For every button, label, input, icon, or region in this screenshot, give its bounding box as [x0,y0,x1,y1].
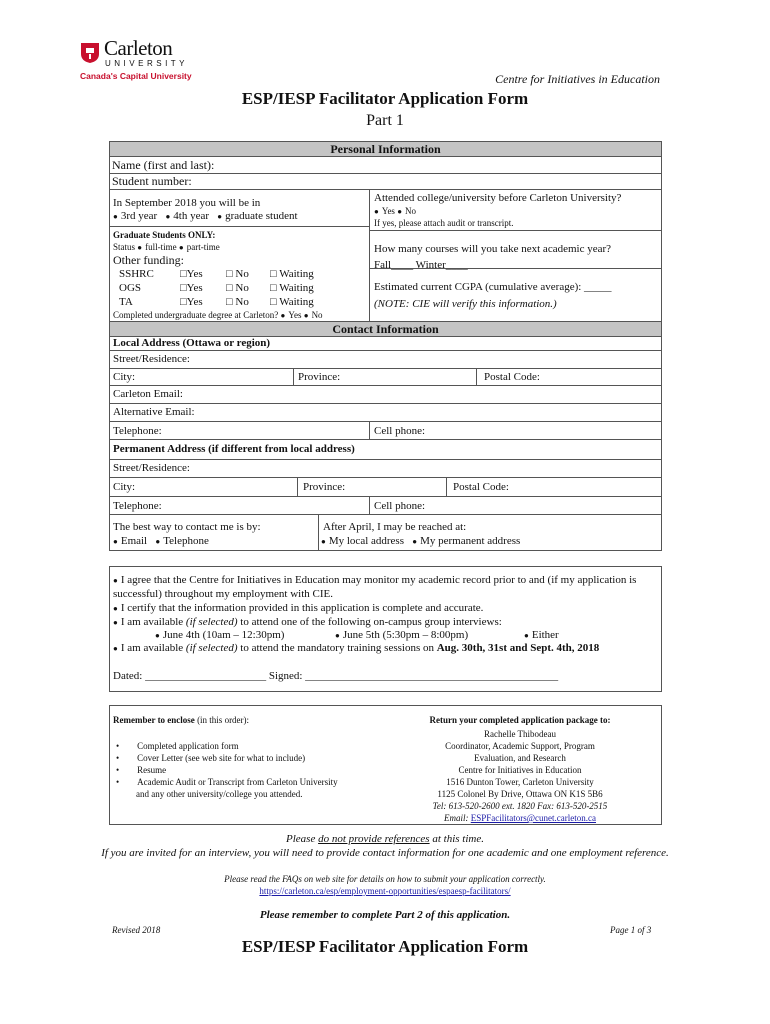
funding-no[interactable]: □ No [226,282,249,294]
funding-waiting[interactable]: □ Waiting [270,282,314,294]
year4-option[interactable]: ● 4th year [165,210,209,222]
funding-waiting[interactable]: □ Waiting [270,296,314,308]
carleton-email-field[interactable]: Carleton Email: [113,388,183,400]
local-city-field[interactable]: City: [113,371,136,383]
enclose-item: • Cover Letter (see web site for what to include) [116,753,306,763]
revised-label: Revised 2018 [112,925,161,935]
funding-name: TA [119,296,133,308]
university-sub: UNIVERSITY [105,59,189,68]
attach-note: If yes, please attach audit or transcript. [374,218,514,228]
return-line: Rachelle Thibodeau [483,729,557,739]
remember-enclose-label: Remember to enclose [113,715,195,725]
other-funding-label: Other funding: [113,253,184,267]
my-local-option[interactable]: ● My local address [321,535,404,547]
completed-yes[interactable]: ● Yes [281,310,302,320]
funding-waiting[interactable]: □ Waiting [270,268,314,280]
return-line: 1125 Colonel By Drive, Ottawa ON K1S 5B6 [437,789,603,799]
cgpa-field[interactable]: Estimated current CGPA (cumulative average): _____ [374,281,612,293]
permanent-postal-field[interactable]: Postal Code: [453,481,509,493]
fulltime-option[interactable]: ● full-time [137,242,176,252]
return-line: Evaluation, and Research [474,753,566,763]
after-april-label: After April, I may be reached at: [323,521,467,533]
alt-email-field[interactable]: Alternative Email: [113,406,195,418]
year3-option[interactable]: ● 3rd year [113,210,157,222]
do-not-provide-references: do not provide references [318,833,430,845]
enclose-item: • Academic Audit or Transcript from Carleton University [116,777,338,787]
return-tel-fax: Tel: 613-520-2600 ext. 1820 Fax: 613-520-2515 [432,801,608,811]
university-name: Carleton [104,36,173,60]
funding-yes[interactable]: □Yes [180,268,203,280]
completed-question: Completed undergraduate degree at Carleton? [113,310,279,320]
september-label: In September 2018 you will be in [113,197,261,209]
funding-no[interactable]: □ No [226,268,249,280]
faqs-note: Please read the FAQs on web site for details on how to submit your application correctly. [224,874,546,884]
june4-option[interactable]: ● June 4th (10am – 12:30pm) [155,629,284,641]
training-availability[interactable]: ● I am available (if selected) to attend the mandatory training sessions on Aug. 30th, 31st and Sept. 4th, 2018 [113,642,599,655]
fall-winter-field[interactable]: Fall____ Winter____ [374,259,468,271]
cgpa-note: (NOTE: CIE will verify this information.) [374,298,557,310]
my-permanent-option[interactable]: ● My permanent address [412,535,520,547]
best-way-label: The best way to contact me is by: [113,521,261,533]
page-number: Page 1 of 3 [610,925,652,935]
carleton-shield-icon [80,42,100,64]
local-province-field[interactable]: Province: [298,371,341,383]
permanent-telephone-field[interactable]: Telephone: [113,500,162,512]
university-tagline: Canada's Capital University [80,71,192,81]
next-page-title: ESP/IESP Facilitator Application Form [241,937,529,956]
enclose-item: • Completed application form [116,741,239,751]
courses-question: How many courses will you take next academic year? [374,243,612,255]
certify-checkbox[interactable]: ● I certify that the information provided in this application is complete and accurate. [113,602,483,614]
student-number-field[interactable]: Student number: [112,174,192,188]
grad-option[interactable]: ● graduate student [217,210,297,222]
june5-option[interactable]: ● June 5th (5:30pm – 8:00pm) [335,629,468,641]
local-postal-field[interactable]: Postal Code: [484,371,540,383]
contact-info-heading: Contact Information [109,321,662,337]
permanent-address-heading: Permanent Address (if different from local address) [113,443,355,455]
agree-monitor-checkbox[interactable]: ● I agree that the Centre for Initiatives in Education may monitor my academic record prior to and (if my application is [113,574,636,586]
form-part: Part 1 [366,112,404,129]
return-line: Coordinator, Academic Support, Program [445,741,595,751]
funding-no[interactable]: □ No [226,296,249,308]
personal-info-heading: Personal Information [109,141,662,157]
funding-name: SSHRC [119,268,154,280]
permanent-province-field[interactable]: Province: [303,481,346,493]
contact-telephone-option[interactable]: ● Telephone [155,535,209,547]
completed-no[interactable]: ● No [304,310,323,320]
invited-note: If you are invited for an interview, you will need to provide contact information for one academic and one employment reference. [101,847,669,859]
attended-question: Attended college/university before Carleton University? [374,192,622,204]
local-street-field[interactable]: Street/Residence: [113,353,190,365]
funding-yes[interactable]: □Yes [180,282,203,294]
grad-only-label: Graduate Students ONLY: [113,230,216,240]
part2-reminder: Please remember to complete Part 2 of this application. [259,909,511,921]
attended-yes[interactable]: ● Yes [374,206,395,216]
permanent-street-field[interactable]: Street/Residence: [113,462,190,474]
enclose-item-cont: and any other university/college you attended. [136,789,303,799]
interview-availability[interactable]: ● I am available (if selected) to attend one of the following on-campus group interviews: [113,616,502,629]
return-email-link[interactable]: ESPFacilitators@cunet.carleton.ca [470,813,596,823]
return-line: 1516 Dunton Tower, Carleton University [446,777,594,787]
permanent-cell-field[interactable]: Cell phone: [374,500,426,512]
return-line: Centre for Initiatives in Education [458,765,582,775]
agree-monitor-cont: successful) throughout my employment with CIE. [113,588,333,600]
local-cell-field[interactable]: Cell phone: [374,425,426,437]
contact-email-option[interactable]: ● Email [113,535,147,547]
enclose-item: • Resume [116,765,167,775]
name-field[interactable]: Name (first and last): [112,158,215,172]
parttime-option[interactable]: ● part-time [179,242,220,252]
status-label: Status [113,242,136,252]
dated-signed-field[interactable]: Dated: ______________________ Signed: ______________________________________________ [113,670,559,682]
centre-name: Centre for Initiatives in Education [495,72,660,86]
permanent-city-field[interactable]: City: [113,481,136,493]
form-title: ESP/IESP Facilitator Application Form [241,89,529,108]
funding-yes[interactable]: □Yes [180,296,203,308]
funding-name: OGS [119,282,142,294]
attended-no[interactable]: ● No [397,206,416,216]
local-telephone-field[interactable]: Telephone: [113,425,162,437]
either-option[interactable]: ● Either [524,629,559,641]
local-address-heading: Local Address (Ottawa or region) [113,337,271,349]
faqs-url-link[interactable]: https://carleton.ca/esp/employment-opportunities/espaesp-facilitators/ [259,886,511,896]
return-heading: Return your completed application package to: [429,715,611,725]
